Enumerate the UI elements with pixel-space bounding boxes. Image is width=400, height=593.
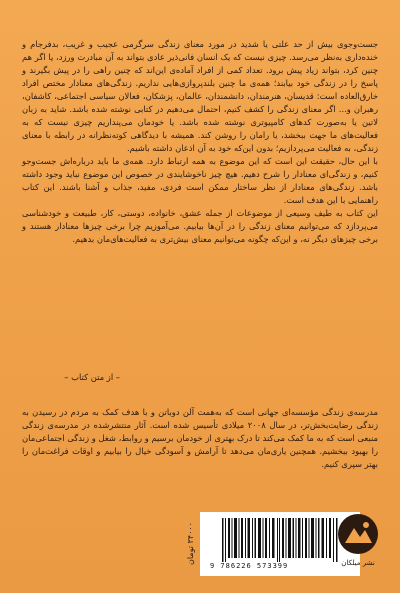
barcode-icon — [222, 518, 338, 562]
isbn-number: 9 786226 573399 — [210, 562, 289, 570]
intro-paragraph: این کتاب به طیف وسیعی از موضوعات از جمله عشق، خانواده، دوستی، کار، طبیعت و خودشناسی می‌پردازد که می‌توانیم معنای زندگی را در آن‌ها بیابیم. می‌آموزیم چرا برخی چیزها معنادار هستند و برخی چیزهای دیگر نه، و این‌که چگونه می‌توانیم معنای بیش‌تری به فعالیت‌های‌مان بدهیم. — [22, 208, 378, 244]
about-paragraph: مدرسه‌ی زندگی مؤسسه‌ای جهانی است که به‌همت آلن دوباتن و با هدف کمک به مردم در رسیدن به زندگی رضایت‌بخش‌تر، در سال ۲۰۰۸ میلادی تأسیس شده است. آثار منتشرشده در مدرسه‌ی زندگی منبعی است که به ما کمک می‌کند تا درک بهتری از خودمان برسیم و روابط، شغل و زندگی اجتماعی‌مان را بهبود ببخشیم. همچنین یاری‌مان می‌دهد تا آرامش و آسودگی خیال را بیابیم و اوقات فراغت‌مان را بهتر سپری کنیم. — [22, 407, 378, 469]
publisher-logo — [336, 512, 380, 576]
publisher-logo-icon — [336, 512, 380, 556]
intro-text — [22, 38, 378, 246]
intro-paragraph: جست‌وجوی بیش از حد علتی یا شدید در مورد معنای زندگی سرگرمی عجیب و غریب، بدفرجام و خنده‌داری به‌نظر می‌رسد. چیزی نیست که یک انسان فانی‌ذیر عادی بتواند به آن مبادرت ورزد، یا اگر هم چنین کرد، بتواند زیاد پیش برود. تعداد کمی از افراد آماده‌ی این‌اند که چنین راهی را در پیش بگیرند و پاسخ را در زندگی خود بیابند؛ همه‌ی ما چنین بلندپروازی‌هایی نداریم. زندگی‌های معنادار مختص افراد خارق‌العاده است: قدیسان، هنرمندان، دانشمندان، عالمان، پزشکان، فعالان سیاسی اجتماعی، کاشفان، رهبران و... اگر معنای زندگی را کشف کنیم، احتمال می‌دهیم در کتابی نوشته شده باشد. شاید به زبان لاتین یا به‌صورت کدهای کامپیوتری نوشته شده باشد. یا خودمان می‌پنداریم چیزی نیست که به فعالیت‌های ما جهت ببخشد، یا رامان را روشن کند. همیشه با دیدگاهی کوته‌نظرانه در رابطه با معنای زندگی، به فعالیت می‌پردازیم؛ بدون این‌که خود به آن اذعان داشته باشیم. — [22, 39, 378, 153]
publisher-name: نشر میلکان — [341, 559, 375, 567]
intro-paragraph: با این حال، حقیقت این است که این موضوع به همه ارتباط دارد. همه‌ی ما باید درباره‌اش جست‌وجو کنیم، و زندگی‌ای معنادار را شرح دهیم. هیچ چیز ناخوشایندی در خصوص این موضوع نباید وجود داشته باشد. زندگی‌های معنادار از نظر ساختار ممکن است فردی، مفید، جذاب و آشنا باشند. این کتاب راهنمایی با این هدف است. — [22, 156, 378, 205]
quote-source: – از متن کتاب – — [64, 372, 120, 382]
about-text — [22, 406, 378, 471]
price-label: ۳۴۰۰۰ تومان — [186, 522, 195, 566]
